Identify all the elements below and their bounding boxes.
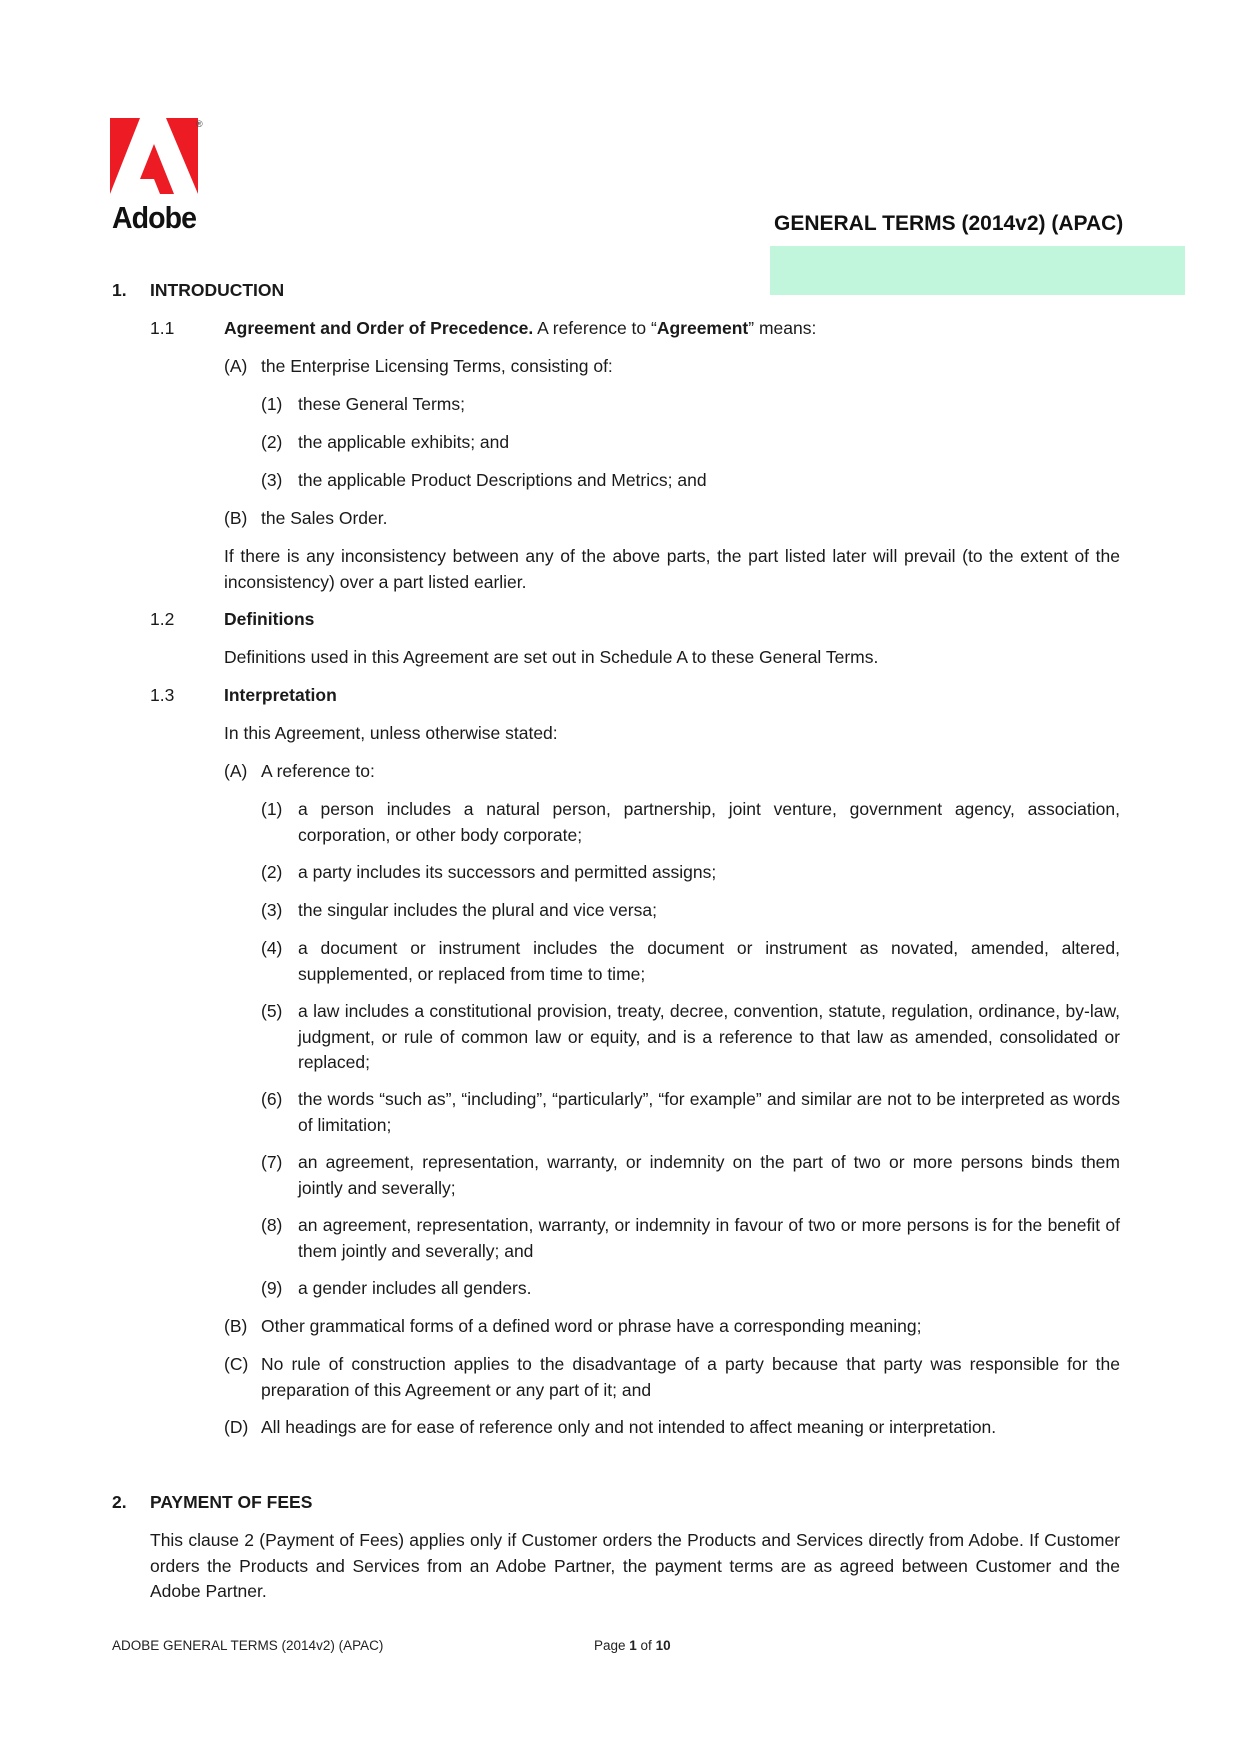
list-text-1-1-A: the Enterprise Licensing Terms, consisting of: [261,356,613,376]
document-title: GENERAL TERMS (2014v2) (APAC) [774,212,1124,235]
list-text-1-3-2: a party includes its successors and permitted assigns; [298,862,717,882]
list-text-1-3-D: All headings are for ease of reference only and not intended to affect meaning or interpretation. [261,1417,997,1437]
clause-1-2-title: Definitions [224,609,315,629]
section-1-number: 1. [112,280,127,300]
adobe-logo-mark [110,118,198,194]
footer-page-number [594,1638,671,1653]
list-text-1-1-B: the Sales Order. [261,508,388,528]
footer-page-mid: of [636,1638,656,1653]
list-text-1-3-9: a gender includes all genders. [298,1278,532,1298]
list-text-1-3-4: a document or instrument includes the document or instrument as novated, amended, altered, supplemented, or replaced from time to time; [298,938,1120,984]
clause-1-1-post: ” means: [748,318,817,338]
section-2-number: 2. [112,1492,127,1512]
footer-document-name: ADOBE GENERAL TERMS (2014v2) (APAC) [112,1638,384,1653]
section-1-title: INTRODUCTION [150,280,285,300]
adobe-wordmark: Adobe [112,200,197,235]
clause-1-1-number: 1.1 [150,318,175,338]
list-text-1-3-5: a law includes a constitutional provision, treaty, decree, convention, statute, regulation, ordinance, by-law, judgment, or rule of common law or equity, and is a reference to that law as amended, consolidated or replaced; [298,1001,1120,1072]
registered-mark: ® [196,119,203,129]
list-text-1-3-3: the singular includes the plural and vice versa; [298,900,657,920]
list-label-1-3-7: (7) [261,1152,283,1172]
clause-1-1-bold: Agreement and Order of Precedence. [224,318,534,338]
list-label-1-3-4: (4) [261,938,283,958]
clause-1-2-number: 1.2 [150,609,175,629]
list-label-1-3-A: (A) [224,761,248,781]
list-label-1-1-A: (A) [224,356,248,376]
list-label-1-1-2: (2) [261,432,283,452]
list-label-1-3-D: (D) [224,1417,249,1437]
footer-page-current: 1 [629,1638,637,1653]
clause-1-1-pre: A reference to “ [533,318,657,338]
section-2-paragraph: This clause 2 (Payment of Fees) applies only if Customer orders the Products and Services directly from Adobe. If Customer orders the Products and Services from an Adobe Partner, the payment terms are as agreed between Customer and the Adobe Partner. [150,1530,1120,1601]
list-label-1-3-5: (5) [261,1001,283,1021]
clause-1-1-term: Agreement [656,318,749,338]
list-label-1-1-1: (1) [261,394,283,414]
list-label-1-3-1: (1) [261,799,283,819]
list-label-1-3-B: (B) [224,1316,248,1336]
list-label-1-1-B: (B) [224,508,248,528]
list-label-1-3-9: (9) [261,1278,283,1298]
section-2-title: PAYMENT OF FEES [150,1492,313,1512]
highlight-box [770,246,1185,295]
list-label-1-1-3: (3) [261,470,283,490]
list-label-1-3-8: (8) [261,1215,283,1235]
clause-1-3-title: Interpretation [224,685,337,705]
list-label-1-3-3: (3) [261,900,283,920]
list-text-1-1-2: the applicable exhibits; and [298,432,510,452]
clause-1-1-heading [224,316,816,341]
list-label-1-3-2: (2) [261,862,283,882]
clause-1-3-number: 1.3 [150,685,175,705]
footer-page-prefix: Page [594,1638,630,1653]
clause-1-3-intro: In this Agreement, unless otherwise stated: [224,723,558,743]
list-text-1-3-6: the words “such as”, “including”, “particularly”, “for example” and similar are not to be interpreted as words of limitation; [298,1089,1120,1135]
list-text-1-3-7: an agreement, representation, warranty, or indemnity on the part of two or more persons binds them jointly and severally; [298,1152,1120,1198]
list-text-1-3-1: a person includes a natural person, partnership, joint venture, government agency, association, corporation, or other body corporate; [298,799,1120,845]
list-text-1-3-A: A reference to: [261,761,375,781]
list-text-1-1-3: the applicable Product Descriptions and Metrics; and [298,470,707,490]
clause-1-2-text: Definitions used in this Agreement are set out in Schedule A to these General Terms. [224,647,879,667]
list-label-1-3-C: (C) [224,1354,249,1374]
list-text-1-1-1: these General Terms; [298,394,465,414]
list-text-1-3-B: Other grammatical forms of a defined word or phrase have a corresponding meaning; [261,1316,922,1336]
clause-1-1-paragraph: If there is any inconsistency between any of the above parts, the part listed later will prevail (to the extent of the inconsistency) over a part listed earlier. [224,546,1120,592]
list-label-1-3-6: (6) [261,1089,283,1109]
list-text-1-3-C: No rule of construction applies to the disadvantage of a party because that party was responsible for the preparation of this Agreement or any part of it; and [261,1354,1120,1400]
footer-page-total: 10 [655,1638,671,1653]
list-text-1-3-8: an agreement, representation, warranty, or indemnity in favour of two or more persons is for the benefit of them jointly and severally; and [298,1215,1120,1261]
